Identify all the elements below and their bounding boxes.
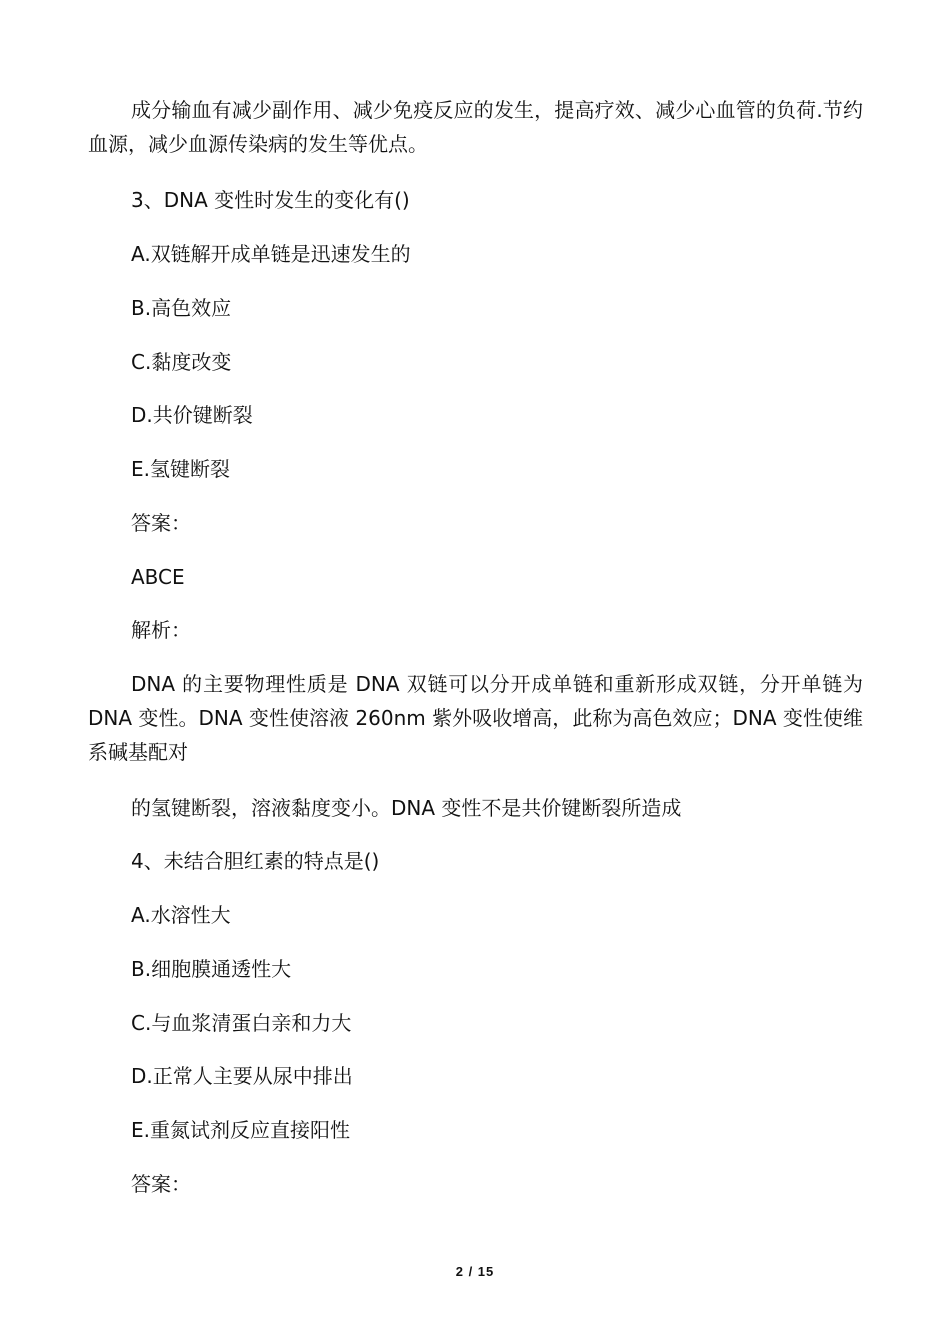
q3-answer-label: 答案： (131, 511, 191, 535)
q3-answer-value: ABCE (131, 565, 185, 589)
q3-option-d: D.共价键断裂 (131, 403, 253, 427)
intro-paragraph: 成分输血有减少副作用、减少免疫反应的发生，提高疗效、减少心血管的负荷.节约血源，减少血源传染病的发生等优点。 (88, 98, 863, 156)
q4-option-a: A.水溶性大 (131, 903, 231, 927)
q4-answer-label: 答案： (131, 1172, 191, 1196)
q3-analysis-label: 解析： (131, 618, 191, 642)
q3-option-e: E.氢键断裂 (131, 457, 230, 481)
q4-option-d: D.正常人主要从尿中排出 (131, 1064, 353, 1088)
q3-option-a: A.双链解开成单链是迅速发生的 (131, 242, 411, 266)
q3-option-b: B.高色效应 (131, 296, 232, 320)
q4-option-c: C.与血浆清蛋白亲和力大 (131, 1011, 352, 1035)
question-3: 3、DNA 变性时发生的变化有() (131, 188, 410, 212)
page-number: 2 / 15 (455, 1264, 495, 1279)
q3-analysis-paragraph: DNA 的主要物理性质是 DNA 双链可以分开成单链和重新形成双链，分开单链为 DNA 变性。DNA 变性使溶液 260nm 紫外吸收增高，此称为高色效应；DNA 变性使维系碱基配对 (88, 672, 863, 764)
q3-option-c: C.黏度改变 (131, 350, 232, 374)
q4-option-e: E.重氮试剂反应直接阳性 (131, 1118, 350, 1142)
q4-option-b: B.细胞膜通透性大 (131, 957, 292, 981)
q3-analysis-continued: 的氢键断裂，溶液黏度变小。DNA 变性不是共价键断裂所造成 (131, 796, 682, 820)
question-4: 4、未结合胆红素的特点是() (131, 849, 380, 873)
